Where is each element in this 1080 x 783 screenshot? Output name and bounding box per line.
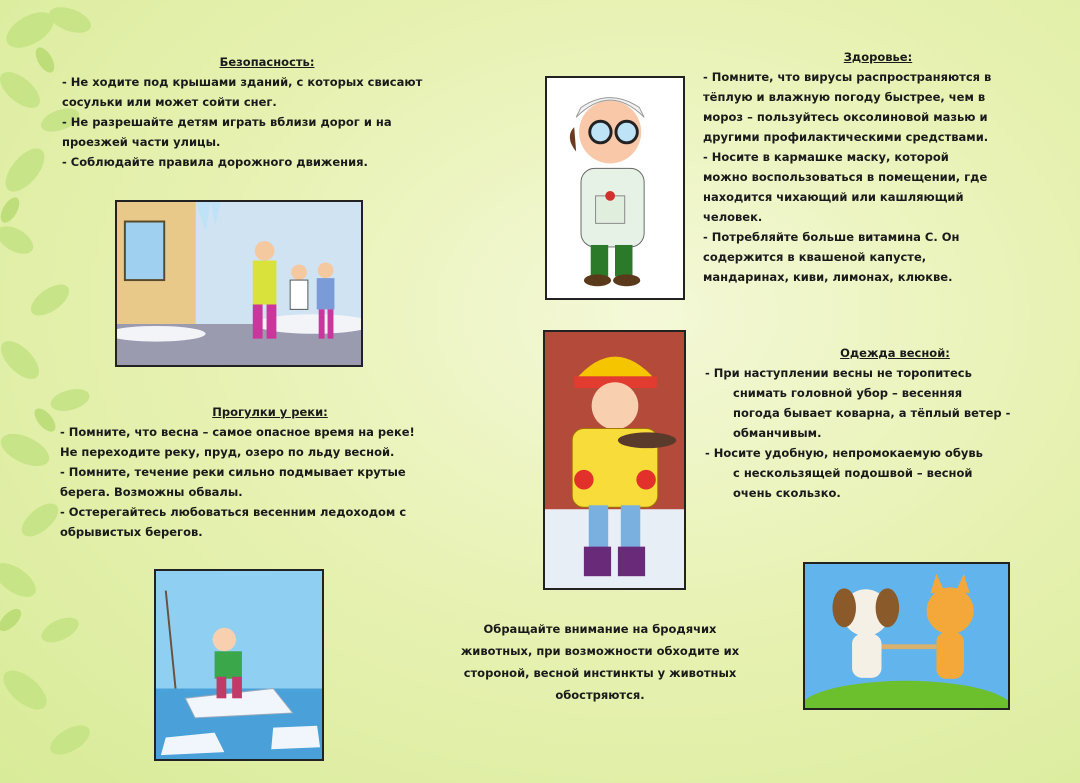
health-line: находится чихающий или кашляющий bbox=[703, 190, 964, 204]
river-line: Не переходите реку, пруд, озеро по льду весной. bbox=[60, 445, 395, 459]
safety-line: - Не разрешайте детям играть вблизи дорог и на bbox=[62, 115, 392, 129]
animals-line: стороной, весной инстинкты у животных bbox=[463, 666, 737, 680]
health-line: - Потребляйте больше витамина С. Он bbox=[703, 230, 960, 244]
clothing-line: снимать головной убор – весенняя bbox=[733, 386, 963, 400]
river-line: - Помните, что весна – самое опасное время на реке! bbox=[60, 425, 415, 439]
health-line: можно воспользоваться в помещении, где bbox=[703, 170, 988, 184]
clothing-line: очень скользко. bbox=[733, 486, 841, 500]
health-line: тёплую и влажную погоду быстрее, чем в bbox=[703, 90, 986, 104]
clothing-line: - При наступлении весны не торопитесь bbox=[705, 366, 972, 380]
safety-line: проезжей части улицы. bbox=[62, 135, 221, 149]
child-winter-clothes-illustration bbox=[543, 330, 686, 590]
safety-line: - Соблюдайте правила дорожного движения. bbox=[62, 155, 368, 169]
animals-line: обостряются. bbox=[555, 688, 645, 702]
animals-line: Обращайте внимание на бродячих bbox=[483, 622, 717, 636]
river-line: берега. Возможны обвалы. bbox=[60, 485, 243, 499]
river-section bbox=[60, 402, 490, 542]
clothing-line: обманчивым. bbox=[733, 426, 822, 440]
health-line: - Носите в кармашке маску, которой bbox=[703, 150, 949, 164]
safety-heading: Безопасность: bbox=[219, 55, 315, 69]
health-line: другими профилактическими средствами. bbox=[703, 130, 989, 144]
animals-note bbox=[420, 618, 780, 706]
health-line: мандаринах, киви, лимонах, клюкве. bbox=[703, 270, 953, 284]
health-line: мороз – пользуйтесь оксолиновой мазью и bbox=[703, 110, 988, 124]
icicles-street-illustration bbox=[115, 200, 363, 367]
river-line: - Помните, течение реки сильно подмывает крутые bbox=[60, 465, 406, 479]
health-section bbox=[703, 47, 1053, 287]
animals-line: животных, при возможности обходите их bbox=[460, 644, 740, 658]
health-line: содержится в квашеной капусте, bbox=[703, 250, 927, 264]
child-on-ice-illustration bbox=[154, 569, 324, 761]
river-line: - Остерегайтесь любоваться весенним ледоходом с bbox=[60, 505, 407, 519]
clothing-line: - Носите удобную, непромокаемую обувь bbox=[705, 446, 983, 460]
clothing-heading: Одежда весной: bbox=[840, 346, 950, 360]
doctor-illustration bbox=[545, 76, 685, 300]
river-line: обрывистых берегов. bbox=[60, 525, 203, 539]
dog-and-cat-illustration bbox=[803, 562, 1010, 710]
health-line: - Помните, что вирусы распространяются в bbox=[703, 70, 992, 84]
clothing-line: с нескользящей подошвой – весной bbox=[733, 466, 973, 480]
river-heading: Прогулки у реки: bbox=[212, 405, 328, 419]
health-heading: Здоровье: bbox=[843, 50, 913, 64]
clothing-section bbox=[705, 343, 1055, 503]
clothing-line: погода бывает коварна, а тёплый ветер - bbox=[733, 406, 1011, 420]
health-line: человек. bbox=[703, 210, 763, 224]
safety-line: - Не ходите под крышами зданий, с которых свисают bbox=[62, 75, 423, 89]
safety-section bbox=[62, 52, 492, 172]
safety-line: сосульки или может сойти снег. bbox=[62, 95, 277, 109]
